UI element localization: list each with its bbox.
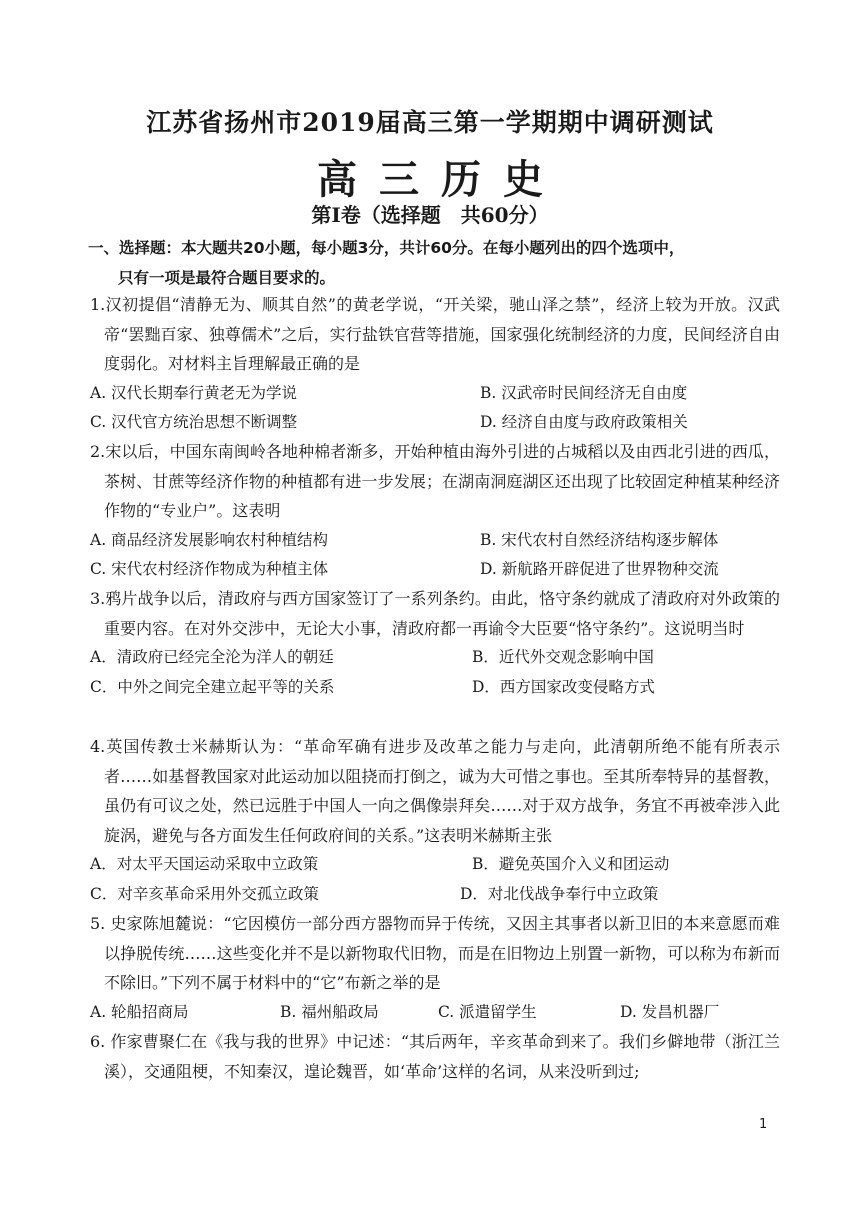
question-1: [90, 290, 780, 438]
option-c: C．对辛亥革命采用外交孤立政策: [90, 884, 319, 903]
option-b: B. 福州船政局: [280, 1002, 379, 1021]
option-c: C. 派遣留学生: [438, 1002, 537, 1021]
option-a: A. 汉代长期奉行黄老无为学说: [90, 383, 298, 402]
option-a: A．清政府已经完全沦为洋人的朝廷: [90, 648, 334, 666]
question-stem: 4.英国传教士米赫斯认为：“革命军确有进步及改革之能力与走向，此清朝所绝不能有所表示者……如基督教国家对此运动加以阻挠而打倒之，诚为大可惜之事也。至其所奉特异的基督教，虽仍有可议之处，然已远胜于中国人一向之偶像崇拜矣……对于双方战争，务宜不再被牵涉入此旋涡，避免与各方面发生任何政府间的关系。”这表明米赫斯主张: [90, 737, 780, 845]
option-row: [90, 673, 780, 703]
question-stem: 5. 史家陈旭麓说：“它因模仿一部分西方器物而异于传统，又因主其事者以新卫旧的本来意愿而难以挣脱传统……这些变化并不是以新物取代旧物，而是在旧物边上别置一新物，可以称为布新而不除旧。”下列不属于材料中的“它”布新之举的是: [90, 914, 780, 992]
part-title: 第Ⅰ卷（选择题 共60分）: [311, 203, 549, 227]
option-c: C．中外之间完全建立起平等的关系: [90, 677, 335, 696]
question-2: [90, 437, 780, 585]
question-5: [90, 909, 780, 1027]
option-c: C. 宋代农村经济作物成为种植主体: [90, 560, 329, 578]
question-stem: 1.汉初提倡“清静无为、顺其自然”的黄老学说，“开关梁，驰山泽之禁”，经济上较为开放。汉武帝“罢黜百家、独尊儒术”之后，实行盐铁官营等措施，国家强化统制经济的力度，民间经济自由度弱化。对材料主旨理解最正确的是: [90, 295, 780, 373]
option-a: A．对太平天国运动采取中立政策: [90, 855, 319, 873]
option-row: [90, 998, 780, 1028]
option-row: [90, 379, 780, 409]
section-instructions: [88, 233, 788, 293]
exam-title: 江苏省扬州市2019届高三第一学期期中调研测试: [146, 108, 714, 137]
option-row: [90, 880, 780, 910]
option-row: [90, 643, 780, 673]
page-number: 1: [759, 1117, 768, 1132]
option-b: B．避免英国介入义和团运动: [472, 855, 670, 873]
section-line-2: 只有一项是最符合题目要求的。: [118, 269, 336, 287]
option-row: [90, 555, 780, 585]
question-stem: 6. 作家曹聚仁在《我与我的世界》中记述：“其后两年，辛亥革命到来了。我们乡僻地带（浙江兰溪），交通阻梗，不知秦汉，遑论魏晋，如‘革命’这样的名词，从来没听到过;: [90, 1032, 780, 1081]
question-6: [90, 1027, 780, 1086]
option-d: D. 新航路开辟促进了世界物种交流: [480, 560, 719, 578]
option-d: D．西方国家改变侵略方式: [472, 677, 655, 696]
question-4: [90, 732, 780, 909]
question-stem: 2.宋以后，中国东南闽岭各地种棉者渐多，开始种植由海外引进的占城稻以及由西北引进的西瓜，茶树、甘蔗等经济作物的种植都有进一步发展；在湖南洞庭湖区还出现了比较固定种植某种经济作物的“专业户”。这表明: [90, 442, 780, 520]
option-d: D．对北伐战争奉行中立政策: [460, 884, 659, 903]
question-stem: 3.鸦片战争以后，清政府与西方国家签订了一系列条约。由此，恪守条约就成了清政府对外政策的重要内容。在对外交涉中，无论大小事，清政府都一再谕令大臣要“恪守条约”。这说明当时: [90, 589, 780, 638]
option-b: B. 宋代农村自然经济结构逐步解体: [480, 530, 719, 549]
option-d: D. 发昌机器厂: [620, 1002, 720, 1021]
option-a: A. 商品经济发展影响农村种植结构: [90, 530, 329, 549]
subject-title: 高三历史: [317, 156, 565, 203]
option-b: B．近代外交观念影响中国: [472, 648, 654, 666]
option-row: [90, 408, 780, 438]
question-3: [90, 584, 780, 702]
option-c: C. 汉代官方统治思想不断调整: [90, 413, 298, 431]
option-a: A. 轮船招商局: [90, 1002, 189, 1021]
option-b: B. 汉武帝时民间经济无自由度: [480, 383, 688, 402]
option-row: [90, 850, 780, 880]
section-line-1: 一、选择题：本大题共20小题，每小题3分，共计60分。在每小题列出的四个选项中，: [88, 239, 685, 257]
option-row: [90, 526, 780, 556]
option-d: D. 经济自由度与政府政策相关: [480, 413, 688, 431]
